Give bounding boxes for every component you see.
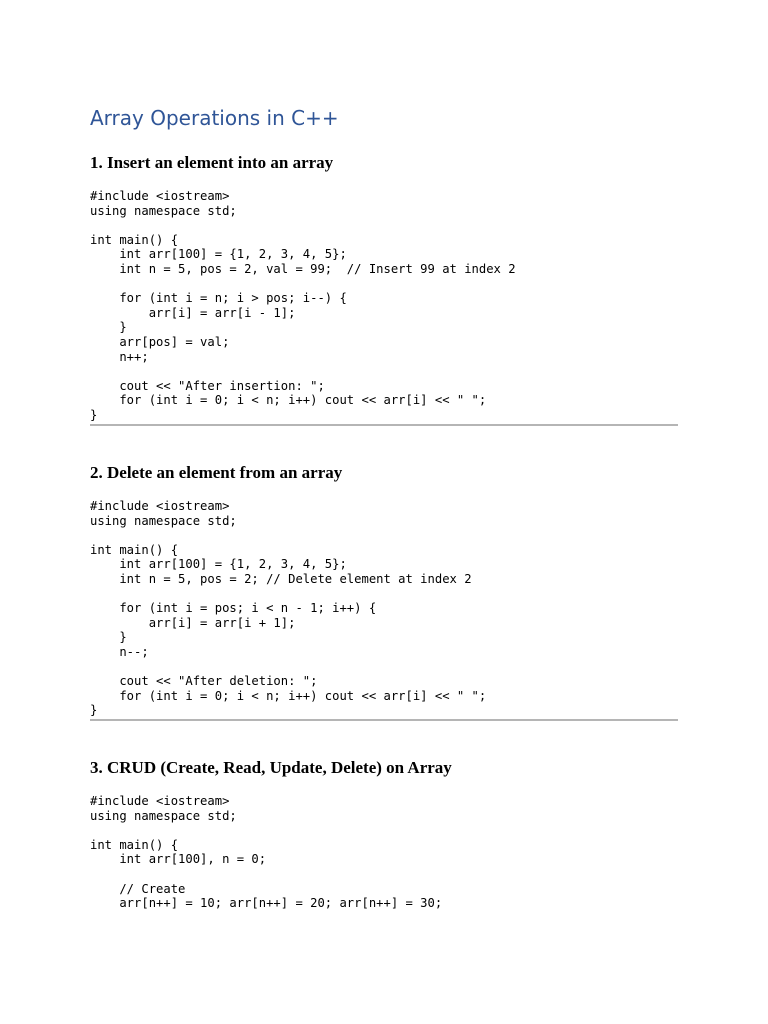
section-divider <box>90 719 678 721</box>
section-insert <box>90 152 678 426</box>
section-heading: 1. Insert an element into an array <box>90 153 334 172</box>
section-heading: 3. CRUD (Create, Read, Update, Delete) on Array <box>90 758 452 777</box>
section-delete <box>90 462 678 721</box>
section-divider <box>90 424 678 426</box>
code-block: #include <iostream> using namespace std; int main() { int arr[100] = {1, 2, 3, 4, 5}; int n = 5, pos = 2; // Delete element at index 2 for (int i = pos; i < n - 1; i++) { arr[i] = arr[i + 1]; } n--; cout << "After deletion: "; for (int i = 0; i < n; i++) cout << arr[i] << " "; } <box>90 499 487 718</box>
section-crud <box>90 757 678 911</box>
document-title: Array Operations in C++ <box>90 106 339 130</box>
code-block: #include <iostream> using namespace std; int main() { int arr[100], n = 0; // Create arr[n++] = 10; arr[n++] = 20; arr[n++] = 30; <box>90 794 443 911</box>
code-block: #include <iostream> using namespace std; int main() { int arr[100] = {1, 2, 3, 4, 5}; int n = 5, pos = 2, val = 99; // Insert 99 at index 2 for (int i = n; i > pos; i--) { arr[i] = arr[i - 1]; } arr[pos] = val; n++; cout << "After insertion: "; for (int i = 0; i < n; i++) cout << arr[i] << " "; } <box>90 189 516 422</box>
section-heading: 2. Delete an element from an array <box>90 463 343 482</box>
